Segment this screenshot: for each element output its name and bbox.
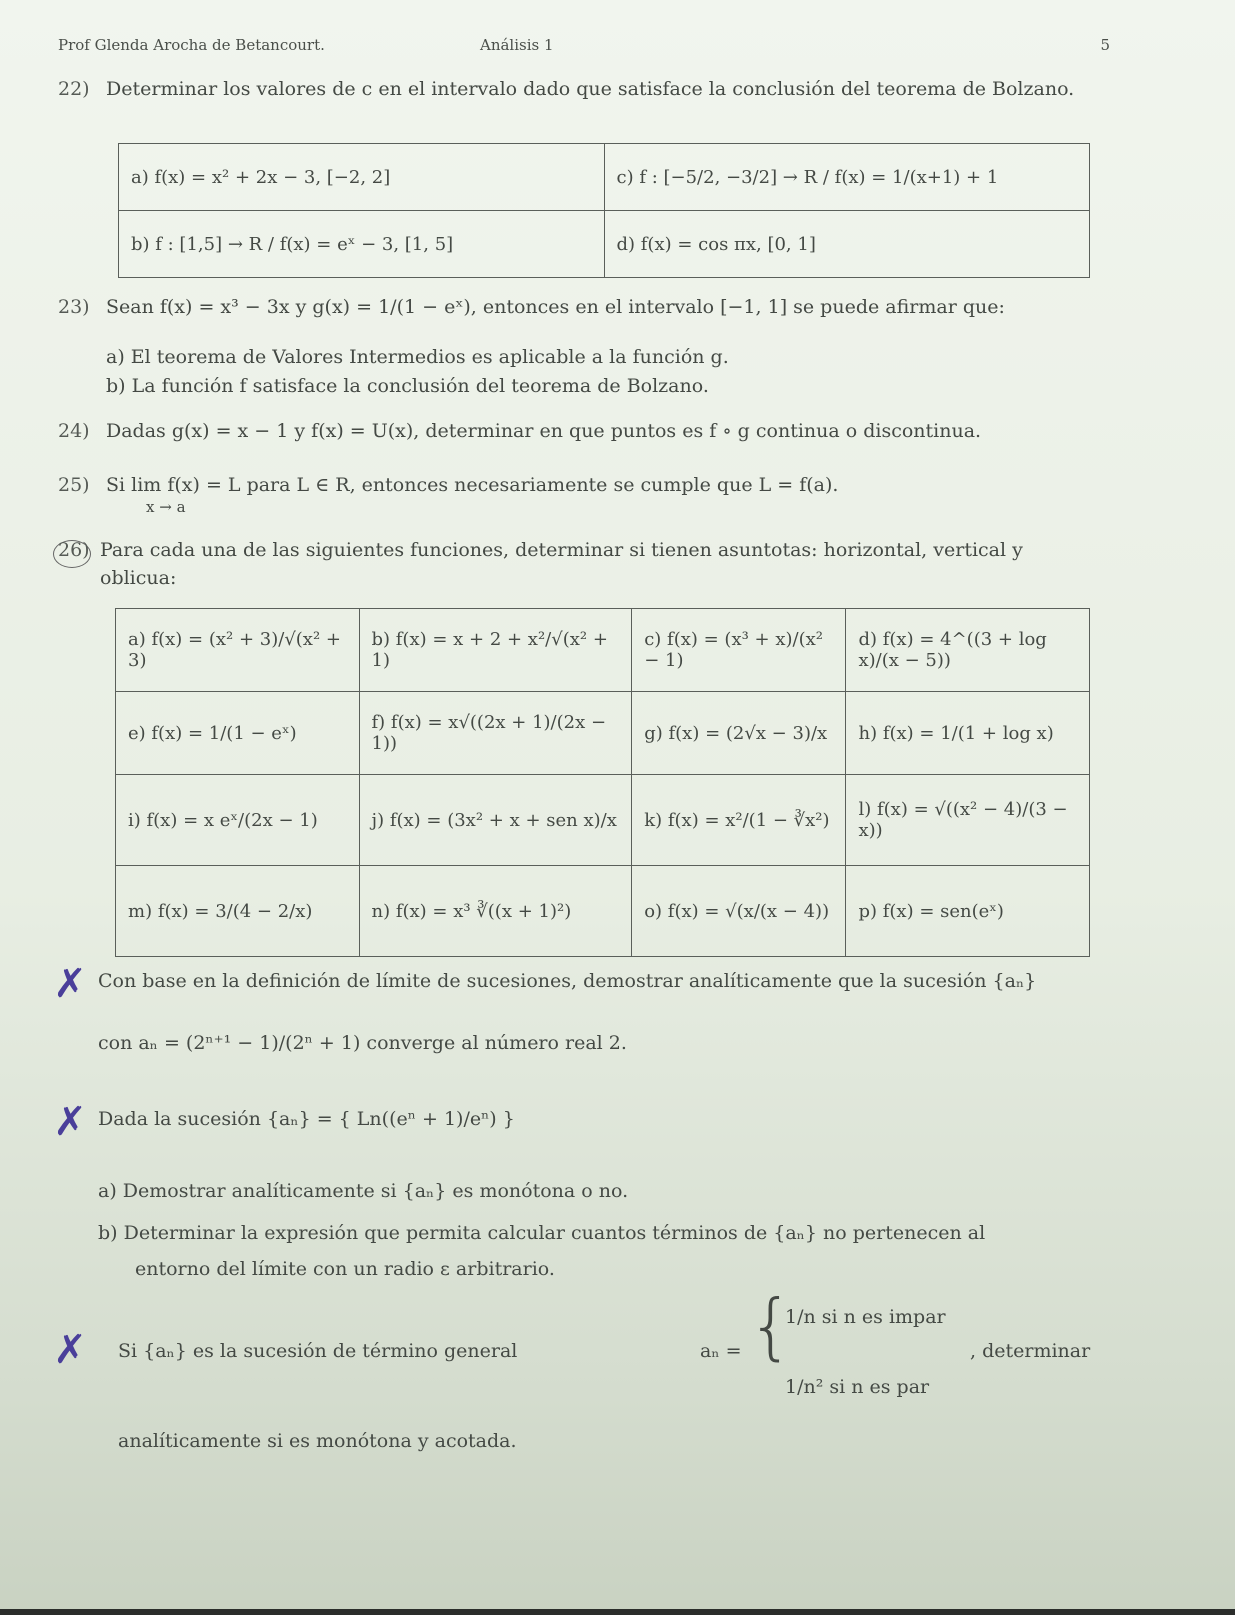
- q29-tail: , determinar: [970, 1340, 1091, 1362]
- q27-line-2: con aₙ = (2ⁿ⁺¹ − 1)/(2ⁿ + 1) converge al número real 2.: [98, 1032, 627, 1054]
- q26-item-p: p) f(x) = sen(eˣ): [846, 866, 1090, 957]
- q26-row-2: [116, 692, 1090, 775]
- q26-item-b: b) f(x) = x + 2 + x²/√(x² + 1): [359, 609, 632, 692]
- q26-item-h: h) f(x) = 1/(1 + log x): [846, 692, 1090, 775]
- q25-limit-subscript: x → a: [146, 498, 186, 516]
- q26-item-f: f) f(x) = x√((2x + 1)/(2x − 1)): [359, 692, 632, 775]
- q23-number: 23): [58, 296, 90, 318]
- q28-item-b: b) Determinar la expresión que permita calcular cuantos términos de {aₙ} no pertenecen al: [98, 1222, 986, 1244]
- page-header: [58, 36, 1110, 60]
- q28-text: Dada la sucesión {aₙ} = { Ln((eⁿ + 1)/eⁿ) }: [98, 1108, 515, 1130]
- q26-item-j: j) f(x) = (3x² + x + sen x)/x: [359, 775, 632, 866]
- q29-case-odd: 1/n si n es impar: [785, 1306, 946, 1328]
- q26-item-l: l) f(x) = √((x² − 4)/(3 − x)): [846, 775, 1090, 866]
- q29-case-even: 1/n² si n es par: [785, 1376, 930, 1398]
- q26-item-d: d) f(x) = 4^((3 + log x)/(x − 5)): [846, 609, 1090, 692]
- q26-row-1: [116, 609, 1090, 692]
- q26-item-a: a) f(x) = (x² + 3)/√(x² + 3): [116, 609, 360, 692]
- q29-text: Si {aₙ} es la sucesión de término general: [118, 1340, 518, 1362]
- q23-item-a: a) El teorema de Valores Intermedios es aplicable a la función g.: [106, 346, 729, 368]
- q28-cross-mark: ✗: [53, 1099, 87, 1145]
- header-author: Prof Glenda Arocha de Betancourt.: [58, 36, 325, 54]
- q26-item-o: o) f(x) = √(x/(x − 4)): [632, 866, 846, 957]
- q29-brace: {: [748, 1284, 794, 1368]
- q23-text: Sean f(x) = x³ − 3x y g(x) = 1/(1 − eˣ), entonces en el intervalo [−1, 1] se puede afirmar que:: [106, 296, 1005, 318]
- q26-item-e: e) f(x) = 1/(1 − eˣ): [116, 692, 360, 775]
- q26-item-i: i) f(x) = x eˣ/(2x − 1): [116, 775, 360, 866]
- q26-item-g: g) f(x) = (2√x − 3)/x: [632, 692, 846, 775]
- q26-item-m: m) f(x) = 3/(4 − 2/x): [116, 866, 360, 957]
- q25-number: 25): [58, 474, 90, 496]
- q26-text: Para cada una de las siguientes funciones, determinar si tienen asuntotas: horizontal, vertical y oblicua:: [100, 539, 1023, 589]
- q28-item-b-cont: entorno del límite con un radio ε arbitrario.: [135, 1258, 555, 1280]
- q26-row-3: [116, 775, 1090, 866]
- q28-item-a: a) Demostrar analíticamente si {aₙ} es monótona o no.: [98, 1180, 629, 1202]
- q22-text: Determinar los valores de c en el intervalo dado que satisface la conclusión del teorema de Bolzano.: [106, 78, 1075, 100]
- scan-bottom-edge: [0, 1609, 1235, 1615]
- q27-text: Con base en la definición de límite de sucesiones, demostrar analíticamente que la sucesión {aₙ}: [98, 970, 1037, 992]
- q26-number: 26): [58, 539, 90, 561]
- q22-item-c: c) f : [−5/2, −3/2] → R / f(x) = 1/(x+1) + 1: [604, 144, 1090, 211]
- q27-cross-mark: ✗: [53, 961, 87, 1007]
- header-page-number: 5: [1100, 36, 1110, 54]
- q26-item-n: n) f(x) = x³ ∛((x + 1)²): [359, 866, 632, 957]
- q24-number: 24): [58, 420, 90, 442]
- q26-row-4: [116, 866, 1090, 957]
- q26-item-c: c) f(x) = (x³ + x)/(x² − 1): [632, 609, 846, 692]
- q22-item-a: a) f(x) = x² + 2x − 3, [−2, 2]: [119, 144, 605, 211]
- q23-item-b: b) La función f satisface la conclusión del teorema de Bolzano.: [106, 375, 709, 397]
- q29-cross-mark: ✗: [53, 1327, 87, 1373]
- q29-formula-lhs: aₙ =: [700, 1340, 742, 1362]
- q29-line-2: analíticamente si es monótona y acotada.: [118, 1430, 517, 1452]
- q26-item-k: k) f(x) = x²/(1 − ∛x²): [632, 775, 846, 866]
- q22-table: [118, 143, 1090, 278]
- q25-text: Si lim f(x) = L para L ∈ R, entonces necesariamente se cumple que L = f(a).: [106, 474, 839, 496]
- q24-text: Dadas g(x) = x − 1 y f(x) = U(x), determinar en que puntos es f ∘ g continua o discontinua.: [106, 420, 982, 442]
- q22-item-b: b) f : [1,5] → R / f(x) = eˣ − 3, [1, 5]: [119, 211, 605, 278]
- header-course: Análisis 1: [480, 36, 554, 54]
- q22-number: 22): [58, 78, 90, 100]
- q26-table: [115, 608, 1090, 957]
- q22-item-d: d) f(x) = cos πx, [0, 1]: [604, 211, 1090, 278]
